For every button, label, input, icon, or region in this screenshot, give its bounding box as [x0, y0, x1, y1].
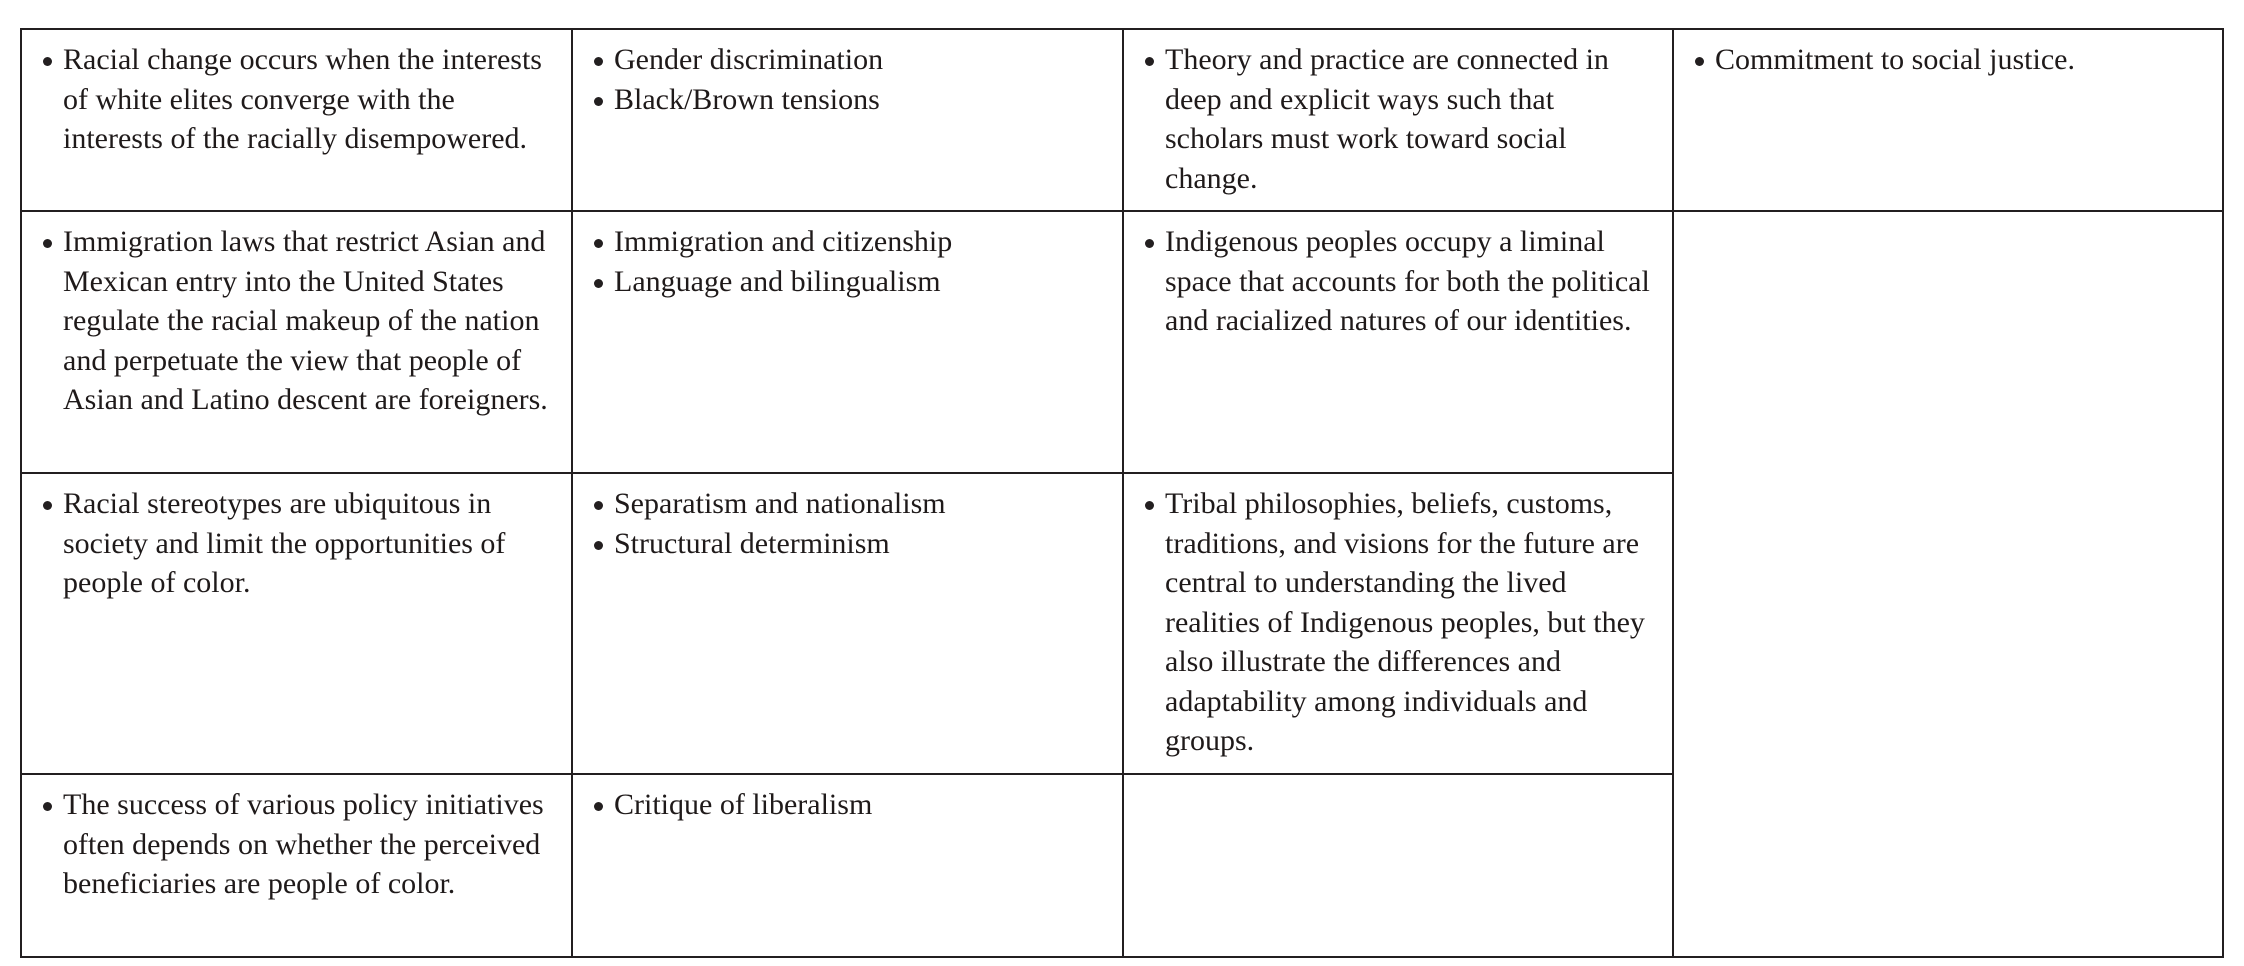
bullet-list — [583, 484, 1102, 563]
bullet-list — [1134, 40, 1652, 198]
table-cell — [572, 211, 1123, 473]
table-row — [21, 29, 2223, 211]
list-item: Immigration and citizenship — [583, 222, 1102, 262]
list-item: Black/Brown tensions — [583, 80, 1102, 120]
list-item: Gender discrimination — [583, 40, 1102, 80]
list-item: Racial stereotypes are ubiquitous in society and limit the opportunities of people of color. — [32, 484, 551, 603]
table-cell — [21, 473, 572, 774]
table-cell — [21, 211, 572, 473]
bullet-list — [32, 40, 551, 159]
table-cell — [1123, 29, 1673, 211]
bullet-list — [1134, 484, 1652, 761]
table-cell — [572, 774, 1123, 957]
bullet-list — [583, 222, 1102, 301]
table-cell — [1123, 473, 1673, 774]
empty-merged-cell — [1673, 211, 2223, 957]
bullet-list — [32, 484, 551, 603]
list-item: Language and bilingualism — [583, 262, 1102, 302]
table-cell — [572, 29, 1123, 211]
bullet-list — [32, 785, 551, 904]
list-item: Structural determinism — [583, 524, 1102, 564]
bullet-list — [32, 222, 551, 420]
bullet-list — [583, 785, 1102, 825]
list-item: Racial change occurs when the interests of white elites converge with the interests of the racially disempowered. — [32, 40, 551, 159]
list-item: Tribal philosophies, beliefs, customs, traditions, and visions for the future are central to understanding the lived realities of Indigenous peoples, but they also illustrate the differences and adaptability among individuals and groups. — [1134, 484, 1652, 761]
list-item: Separatism and nationalism — [583, 484, 1102, 524]
bullet-list — [1134, 222, 1652, 341]
list-item: The success of various policy initiatives often depends on whether the perceived beneficiaries are people of color. — [32, 785, 551, 904]
bullet-list — [1684, 40, 2202, 80]
bullet-list — [583, 40, 1102, 119]
table-cell — [21, 774, 572, 957]
list-item: Indigenous peoples occupy a liminal space that accounts for both the political and racialized natures of our identities. — [1134, 222, 1652, 341]
empty-cell — [1123, 774, 1673, 957]
list-item: Theory and practice are connected in deep and explicit ways such that scholars must work toward social change. — [1134, 40, 1652, 198]
table-cell — [1123, 211, 1673, 473]
list-item: Commitment to social justice. — [1684, 40, 2202, 80]
list-item: Immigration laws that restrict Asian and Mexican entry into the United States regulate the racial makeup of the nation and perpetuate the view that people of Asian and Latino descent are foreigners. — [32, 222, 551, 420]
table-cell — [572, 473, 1123, 774]
table-cell — [1673, 29, 2223, 211]
list-item: Critique of liberalism — [583, 785, 1102, 825]
table-row — [21, 211, 2223, 473]
comparison-table — [20, 28, 2224, 958]
table-cell — [21, 29, 572, 211]
